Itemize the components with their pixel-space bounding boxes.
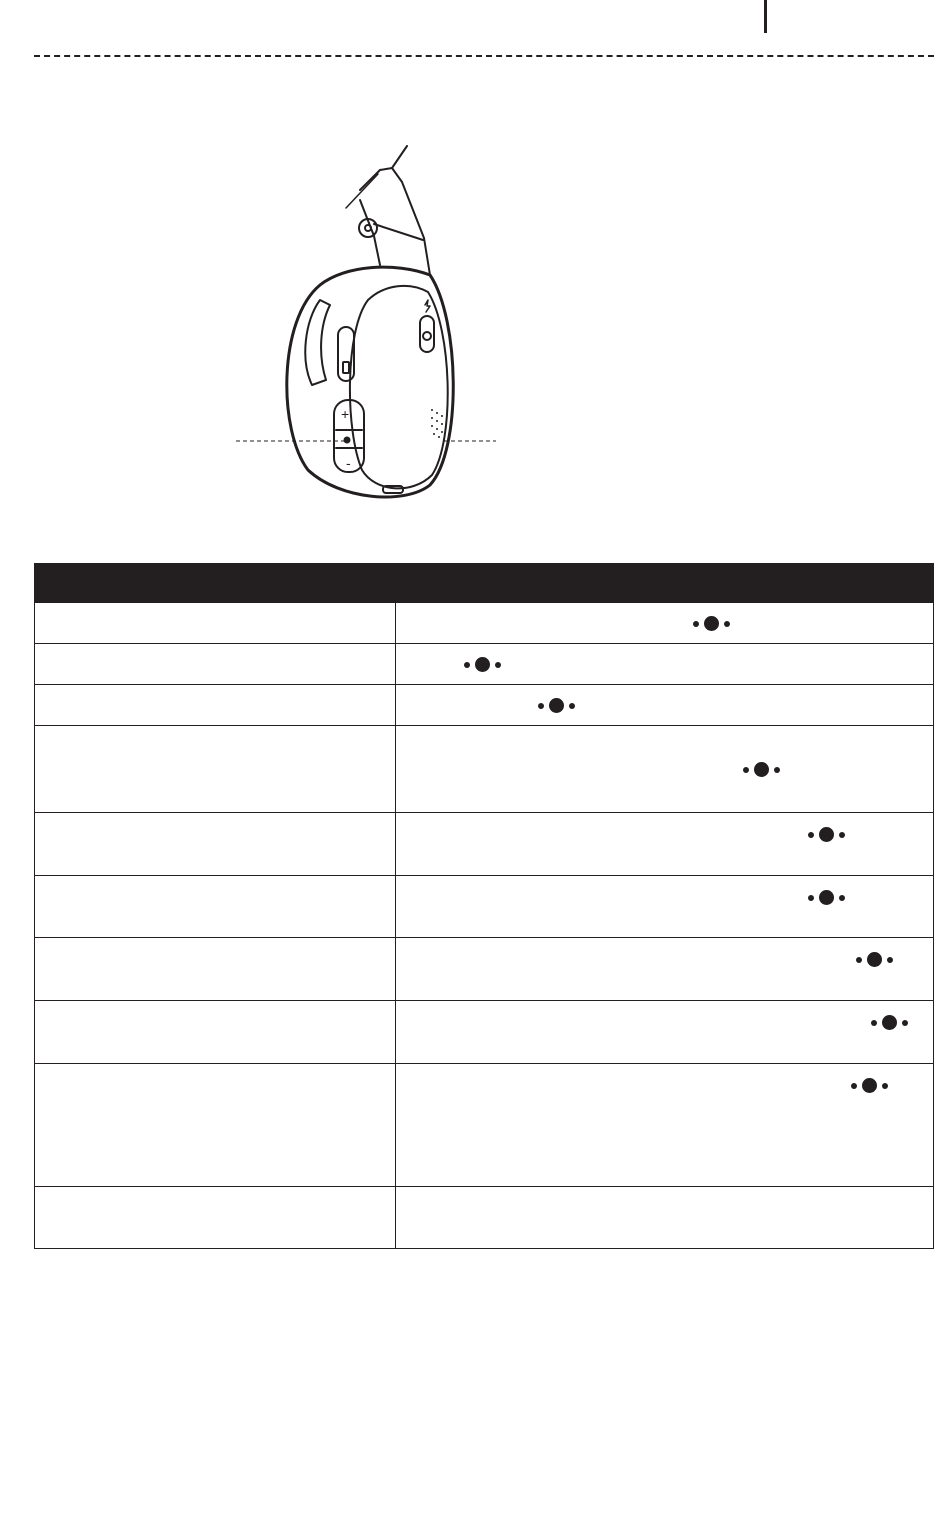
table-row	[35, 726, 934, 813]
table-cell-label	[35, 876, 396, 938]
svg-text:-: -	[346, 455, 351, 471]
led-indicator-icon	[464, 657, 501, 672]
table-row	[35, 1001, 934, 1064]
table-cell-label	[35, 1187, 396, 1249]
table-cell-description	[396, 726, 934, 813]
column-header-2	[396, 564, 934, 603]
table-cell-label	[35, 644, 396, 685]
led-indicator-icon	[693, 616, 730, 631]
top-vertical-rule	[764, 0, 767, 33]
table-cell-description	[396, 813, 934, 876]
table-cell-description	[396, 603, 934, 644]
table-header-row	[35, 564, 934, 603]
led-indicator-icon	[808, 827, 845, 842]
table-row	[35, 813, 934, 876]
table-row	[35, 1187, 934, 1249]
table-cell-label	[35, 938, 396, 1001]
table-cell-description	[396, 1064, 934, 1187]
table-cell-description	[396, 685, 934, 726]
led-indicator-icon	[743, 762, 780, 777]
headphones-illustration	[0, 130, 950, 520]
table-cell-label	[35, 1064, 396, 1187]
table-cell-label	[35, 1001, 396, 1064]
table-row	[35, 644, 934, 685]
led-indicator-icon	[538, 698, 575, 713]
led-indicator-icon	[856, 952, 893, 967]
table-cell-label	[35, 685, 396, 726]
table-row	[35, 1064, 934, 1187]
table-cell-label	[35, 726, 396, 813]
table-cell-description	[396, 644, 934, 685]
table-cell-description	[396, 876, 934, 938]
table-row	[35, 876, 934, 938]
table-cell-description	[396, 1001, 934, 1064]
table-cell-label	[35, 603, 396, 644]
led-indicator-icon	[851, 1078, 888, 1093]
table-cell-label	[35, 813, 396, 876]
table-row	[35, 938, 934, 1001]
headphones-icon	[0, 130, 950, 520]
led-indicator-icon	[808, 890, 845, 905]
status-table	[34, 563, 934, 1249]
table-row	[35, 603, 934, 644]
svg-text:+: +	[341, 406, 350, 422]
table-cell-description	[396, 938, 934, 1001]
table-cell-description	[396, 1187, 934, 1249]
column-header-1	[35, 564, 396, 603]
led-indicator-icon	[871, 1015, 908, 1030]
table-row	[35, 685, 934, 726]
dashed-divider	[34, 55, 934, 57]
